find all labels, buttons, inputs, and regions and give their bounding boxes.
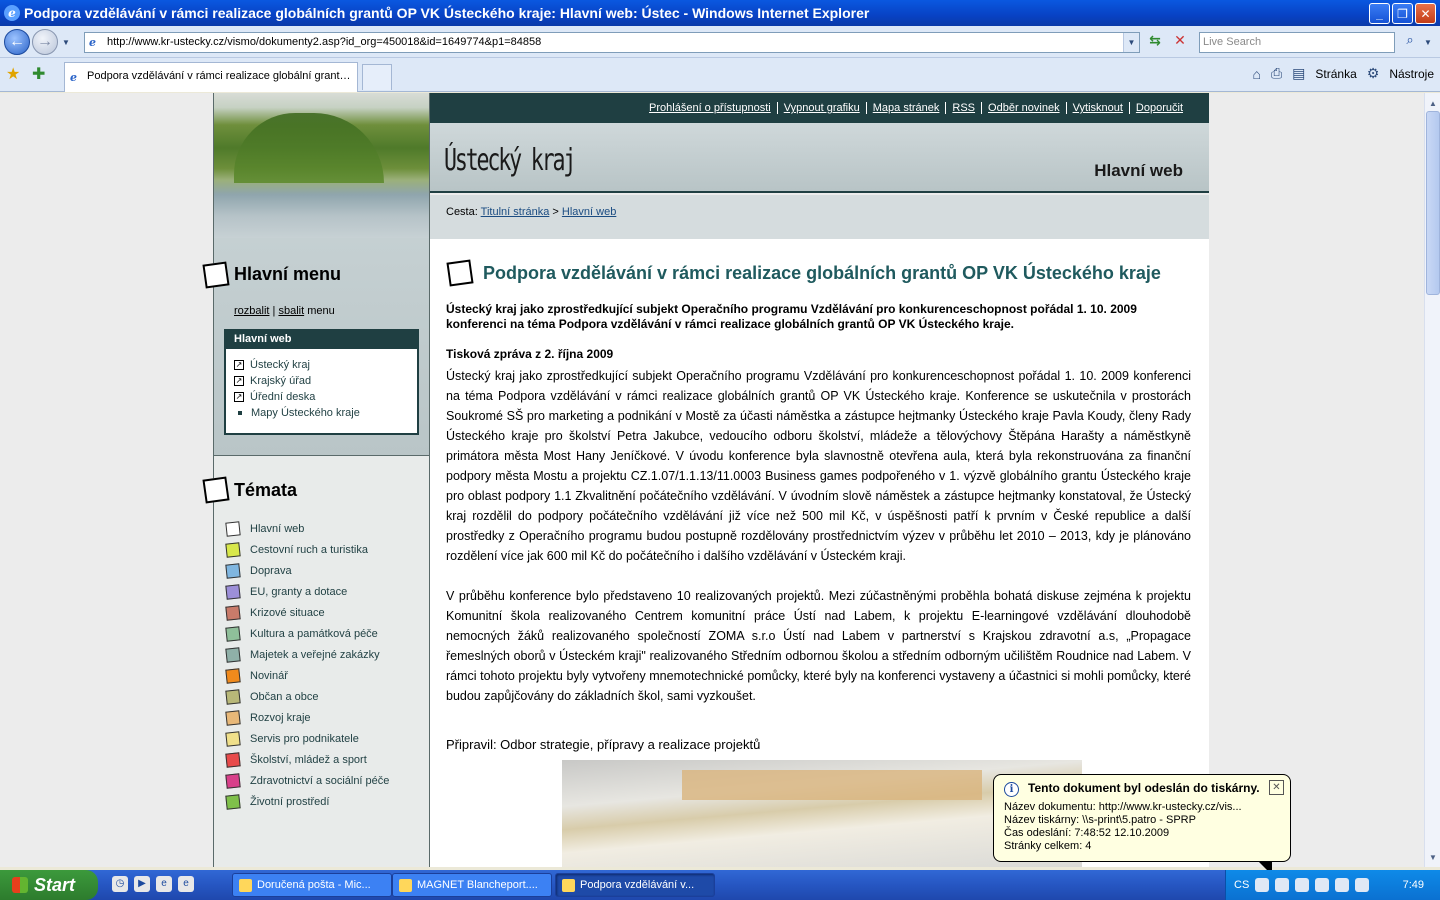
close-button[interactable]: ✕ (1415, 3, 1436, 24)
external-link-icon: ↗ (235, 360, 243, 369)
back-button[interactable] (4, 29, 30, 55)
printer-tray-icon[interactable] (1275, 878, 1289, 892)
theme-item-label: Zdravotnictví a sociální péče (250, 774, 390, 787)
theme-item-label: Hlavní web (250, 522, 305, 535)
theme-item[interactable] (226, 791, 389, 812)
themes-box-icon (202, 476, 229, 503)
main-menu-item[interactable] (234, 357, 417, 373)
search-input[interactable] (1199, 32, 1395, 53)
search-options-icon[interactable]: ▼ (1424, 38, 1432, 47)
windows-flag-icon (12, 877, 28, 893)
window-title: Podpora vzdělávání v rámci realizace globálních grantů OP VK Ústeckého kraje: Hlavní web: Ústec - Windows Internet Explorer (24, 5, 870, 21)
theme-color-icon (225, 563, 240, 578)
article-box-icon (446, 259, 473, 286)
scroll-up-icon[interactable]: ▲ (1429, 98, 1437, 108)
tab-current[interactable] (64, 62, 358, 92)
ie-logo-icon: e (4, 5, 20, 21)
forward-arrow-icon: → (37, 33, 53, 50)
top-nav-link[interactable]: Vypnout grafiku (777, 102, 866, 114)
tray-arrow-icon[interactable] (1255, 878, 1269, 892)
tab-toolbar (0, 58, 1440, 92)
search-icon[interactable]: ⌕ (1406, 32, 1414, 47)
theme-item-label: Občan a obce (250, 690, 319, 703)
theme-item-label: Novinář (250, 669, 288, 682)
collapse-link[interactable]: sbalit (278, 305, 305, 317)
theme-item[interactable] (226, 560, 389, 581)
theme-color-icon (225, 731, 240, 746)
language-indicator[interactable]: CS (1234, 879, 1250, 891)
article-paragraph-1: Ústecký kraj jako zprostředkující subjekt Operačního programu Vzdělávání pro konkurenceschopnost pořádal 1. 10. 2009 konferenci na téma Podpora vzdělávání v rámci realizace globálních grantů OP VK Ústeckého kraje. Konference se uskutečnila v prostorách Soukromé SŠ pro marketing a podnikání v Mostě za účasti náměstka a zástupce hejtmanky Ústeckého kraje Pavla Koudy, členy Rady Ústeckého kraje pro školství Petra Jakubce, vedoucího odboru školství, mládeže a tělovýchovy Štěpána Harašty a náměstkyně primátora města Most Hany Jeníčkové. V úvodu konference byla slavnostně otevřena aula, která byla rekonstruována za finanční podpory města Mostu a projektu CZ.1.07/1.1.13/11.0003 Business games podpořeného v 1. výzvě globálního grantu Ústeckého kraje pro oblast podpory 1.1 Zkvalitnění počátečního vzdělávání. V úvodním slově náměstek a zástupce hejtmanky konstatoval, že Ústecký kraj rozdělil do podpory počátečního vzdělávání již více než 500 mil Kč, v úspěšnosti patří k prvním v České republice a další prostředky z Operačního programu budou postupně rozdělovány prostřednictvím výzev v průběhu let 2010 – 2013, kdy je plánováno rozdělení více jak 600 mil Kč do počátečního i dalšího vzdělávání v Ústeckém kraji. (446, 369, 1191, 563)
main-menu-item[interactable] (234, 373, 417, 389)
themes-title: Témata (234, 480, 298, 500)
article-content (430, 239, 1209, 867)
theme-item-label: Servis pro podnikatele (250, 732, 359, 745)
theme-color-icon (225, 668, 240, 683)
menu-box-icon (202, 261, 229, 288)
main-menu-box-title: Hlavní web (226, 331, 417, 349)
site-banner (430, 123, 1209, 193)
theme-item[interactable] (226, 518, 389, 539)
home-icon[interactable]: ⌂ (1252, 65, 1261, 82)
theme-item-label: Životní prostředí (250, 795, 330, 808)
theme-item[interactable] (226, 644, 389, 665)
top-navigation (430, 93, 1209, 123)
external-link-icon: ↗ (235, 392, 243, 401)
breadcrumb (430, 195, 1209, 239)
browser-icon[interactable]: e (178, 876, 194, 892)
theme-color-icon (225, 752, 240, 767)
tray-icon-5[interactable] (1335, 878, 1349, 892)
taskbar-task[interactable] (232, 873, 392, 897)
page-menu-button[interactable]: Stránka (1315, 66, 1357, 81)
history-dropdown-icon[interactable]: ▼ (62, 38, 70, 47)
main-menu-box (224, 329, 419, 435)
article-body (446, 366, 1191, 726)
main-menu-item[interactable] (234, 405, 417, 421)
bullet-icon (238, 411, 242, 415)
theme-item-label: Cestovní ruch a turistika (250, 543, 368, 556)
theme-item-label: EU, granty a dotace (250, 585, 348, 598)
theme-color-icon (225, 773, 240, 788)
main-menu-item[interactable] (234, 389, 417, 405)
outlook-icon[interactable]: ◷ (112, 876, 128, 892)
breadcrumb-home-link[interactable]: Titulní stránka (480, 206, 550, 218)
task-label: Podpora vzdělávání v... (580, 879, 695, 891)
task-app-icon (399, 879, 412, 892)
theme-color-icon (225, 626, 240, 641)
vertical-scrollbar[interactable] (1424, 93, 1440, 867)
theme-item-label: Doprava (250, 564, 292, 577)
address-toolbar (0, 26, 1440, 58)
theme-color-icon (225, 521, 240, 536)
new-tab-button[interactable] (362, 64, 392, 90)
taskbar-task[interactable] (392, 873, 552, 897)
scroll-down-icon[interactable]: ▼ (1429, 852, 1437, 862)
theme-item[interactable] (226, 623, 389, 644)
theme-item[interactable] (226, 602, 389, 623)
theme-item-label: Rozvoj kraje (250, 711, 311, 724)
start-label: Start (34, 874, 76, 895)
breadcrumb-prefix: Cesta: (446, 206, 478, 218)
tab-label: Podpora vzdělávání v rámci realizace globální grant… (87, 70, 351, 82)
theme-item-label: Kultura a památková péče (250, 627, 378, 640)
theme-item[interactable] (226, 707, 389, 728)
article-paragraph-2: V průběhu konference bylo představeno 10 realizovaných projektů. Mezi zúčastněnými proběhla bohatá diskuse zejména k projektu Komunitní škola realizovaného Centrem komunitní práce Ústí nad Labem, k projektu E-learningové vzdělávání dlouhodobě nemocných žáků realizovaného společností ZOMA s.r.o Ústí nad Labem v partnerství s Krajskou zdravotní a.s, „Propagace řemeslných oborů v Ústeckém kraji" realizovaného Středním odbornou školou a středním odborným učilištěm Roudnice nad Labem. V rámci tohoto projektu byly vytvořeny mnemotechnické pomůcky, které byly na konferenci vystaveny a účastnici si mohli pomůcky, které budou zapůjčovány do základních škol, sami vyzkoušet. (446, 589, 1191, 703)
theme-item[interactable] (226, 539, 389, 560)
menu-word: menu (307, 305, 335, 317)
ie-icon[interactable]: e (156, 876, 172, 892)
brand-logo[interactable]: Ústecký kraj (444, 143, 575, 178)
breadcrumb-separator: > (552, 206, 559, 218)
main-menu-title: Hlavní menu (234, 264, 342, 284)
theme-color-icon (225, 689, 240, 704)
expand-link[interactable]: rozbalit (234, 305, 270, 317)
notification-line: Název dokumentu: http://www.kr-ustecky.cz/vis... (1004, 801, 1242, 813)
top-nav-link[interactable]: Vytisknout (1066, 102, 1129, 114)
favorites-star-icon[interactable]: ★ (6, 66, 21, 83)
search-placeholder: Live Search (1203, 36, 1262, 48)
page-icon: e (89, 36, 96, 49)
tab-page-icon: e (70, 71, 77, 84)
main-menu-item-label: Krajský úřad (250, 375, 312, 387)
themes-panel (214, 455, 429, 867)
top-nav-link[interactable]: Mapa stránek (866, 102, 946, 114)
expand-separator: | (272, 305, 276, 317)
theme-color-icon (225, 710, 240, 725)
browser-viewport (0, 93, 1424, 867)
theme-item[interactable] (226, 728, 389, 749)
tools-gear-icon: ⚙ (1366, 65, 1380, 81)
task-label: Doručená pošta - Mic... (257, 879, 371, 891)
back-arrow-icon: ← (9, 33, 25, 50)
landscape-image (214, 93, 429, 238)
page-menu-icon: ▤ (1292, 65, 1306, 81)
maximize-button[interactable]: ❐ (1392, 3, 1413, 24)
main-menu-item-label: Mapy Ústeckého kraje (251, 407, 360, 419)
tools-menu-button[interactable]: Nástroje (1389, 66, 1434, 81)
network-icon[interactable] (1355, 878, 1369, 892)
quick-launch (112, 876, 194, 892)
refresh-icon[interactable]: ⇆ (1149, 32, 1161, 48)
tray-icon-4[interactable] (1315, 878, 1329, 892)
notification-title: Tento dokument byl odeslán do tiskárny. (1028, 781, 1260, 795)
theme-item[interactable] (226, 770, 389, 791)
theme-color-icon (225, 584, 240, 599)
top-nav-link[interactable]: Doporučit (1129, 102, 1189, 114)
scroll-thumb[interactable] (1426, 111, 1440, 295)
top-nav-link[interactable]: Prohlášení o přístupnosti (649, 102, 771, 114)
main-menu-item-label: Ústecký kraj (250, 359, 310, 371)
theme-item-label: Krizové situace (250, 606, 325, 619)
article-subtitle: Tisková zpráva z 2. října 2009 (446, 347, 614, 361)
notification-line: Název tiskárny: \\s-print\5.patro - SPRP (1004, 814, 1196, 826)
notification-line: Stránky celkem: 4 (1004, 840, 1092, 852)
task-label: MAGNET Blancheport.... (417, 879, 538, 891)
article-signature: Připravil: Odbor strategie, přípravy a realizace projektů (446, 737, 761, 752)
notification-line: Čas odeslání: 7:48:52 12.10.2009 (1004, 827, 1170, 839)
theme-item[interactable] (226, 665, 389, 686)
address-dropdown-icon[interactable]: ▼ (1123, 33, 1139, 52)
top-nav-link[interactable]: RSS (945, 102, 981, 114)
minimize-button[interactable]: _ (1369, 3, 1390, 24)
info-icon: i (1004, 782, 1019, 797)
theme-item-label: Školství, mládež a sport (250, 753, 367, 766)
breadcrumb-current-link[interactable]: Hlavní web (561, 206, 617, 218)
expand-collapse-links (234, 305, 335, 317)
theme-item[interactable] (226, 686, 389, 707)
theme-item[interactable] (226, 581, 389, 602)
article-title: Podpora vzdělávání v rámci realizace globálních grantů OP VK Ústeckého kraje (483, 263, 1161, 283)
address-input[interactable] (84, 32, 1140, 53)
web-name: Hlavní web (1094, 161, 1183, 180)
stop-icon[interactable]: ✕ (1174, 32, 1186, 48)
task-app-icon (239, 879, 252, 892)
task-app-icon (562, 879, 575, 892)
print-icon[interactable]: ⎙ (1270, 65, 1283, 81)
article-lead: Ústecký kraj jako zprostředkující subjekt Operačního programu Vzdělávání pro konkurenceschopnost pořádal 1. 10. 2009 konferenci na téma Podpora vzdělávání v rámci realizace globálních grantů OP VK Ústeckého kraje. (446, 302, 1137, 331)
theme-item[interactable] (226, 749, 389, 770)
taskbar-task[interactable] (555, 873, 715, 897)
external-link-icon: ↗ (235, 376, 243, 385)
tray-icon-3[interactable] (1295, 878, 1309, 892)
print-notification (993, 774, 1291, 862)
theme-color-icon (225, 542, 240, 557)
clock[interactable]: 7:49 (1402, 879, 1424, 891)
address-url: http://www.kr-ustecky.cz/vismo/dokumenty2.asp?id_org=450018&id=1649774&p1=84858 (107, 36, 542, 48)
notification-close-icon[interactable]: ✕ (1269, 780, 1284, 795)
main-menu-item-label: Úřední deska (250, 391, 316, 403)
left-column (213, 93, 430, 867)
theme-color-icon (225, 647, 240, 662)
window-titlebar (0, 0, 1440, 26)
add-favorite-icon[interactable]: ✚ (32, 66, 46, 83)
taskbar (0, 870, 1440, 900)
theme-color-icon (225, 794, 240, 809)
start-button[interactable] (0, 870, 98, 900)
forward-button[interactable] (32, 29, 58, 55)
top-nav-link[interactable]: Odběr novinek (981, 102, 1066, 114)
media-player-icon[interactable]: ▶ (134, 876, 150, 892)
system-tray (1225, 870, 1440, 900)
theme-item-label: Majetek a veřejné zakázky (250, 648, 380, 661)
theme-color-icon (225, 605, 240, 620)
